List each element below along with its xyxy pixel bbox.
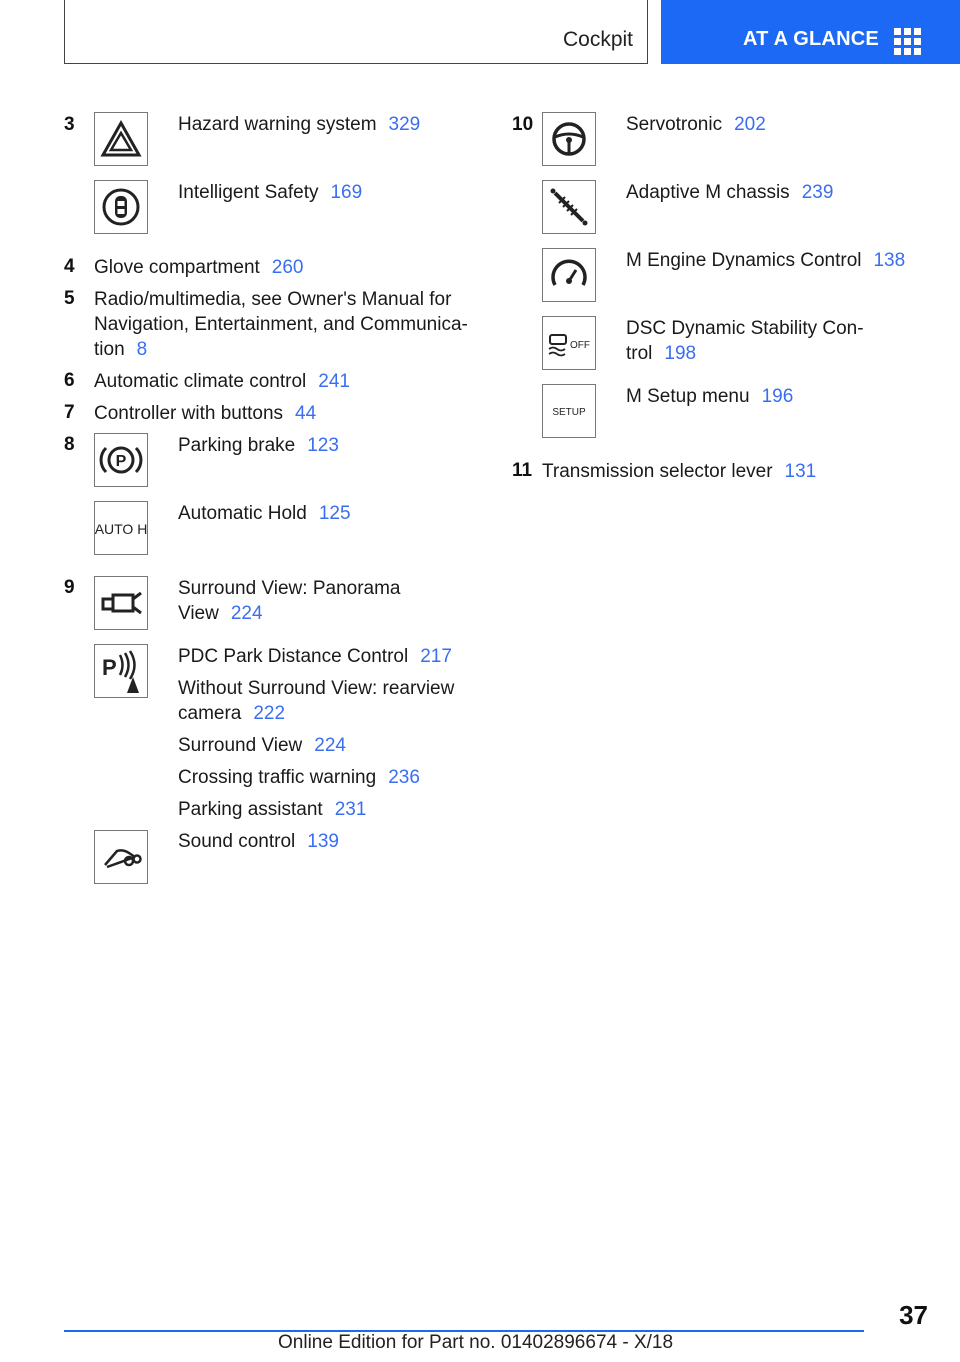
item-number: 5: [64, 288, 75, 309]
list-item: [94, 401, 316, 426]
sound-control-icon: [94, 830, 148, 884]
page-reference-link[interactable]: 138: [873, 250, 906, 271]
list-item: [178, 797, 366, 822]
item-label: Servotronic: [626, 114, 723, 135]
page-reference-link[interactable]: 169: [330, 182, 363, 203]
item-label: Crossing traffic warning: [178, 767, 377, 788]
list-item: [94, 255, 304, 280]
dsc-off-icon: [542, 316, 596, 370]
list-item: [178, 765, 420, 790]
list-item: [94, 369, 350, 394]
item-label-line: DSC Dynamic Stability Con-: [626, 318, 864, 339]
list-item: [626, 112, 766, 137]
header-section-title: Cockpit: [562, 28, 633, 51]
page-number: 37: [899, 1300, 928, 1330]
park-distance-control-icon: [94, 644, 148, 698]
list-item: [626, 180, 833, 205]
page-reference-link[interactable]: 222: [253, 703, 286, 724]
page-reference-link[interactable]: 239: [801, 182, 834, 203]
svg-text:P: P: [102, 655, 117, 680]
item-label: Parking assistant: [178, 799, 323, 820]
item-label: M Setup menu: [626, 386, 750, 407]
setup-icon-text: SETUP: [552, 407, 586, 418]
item-label-line: camera: [178, 703, 242, 724]
item-number: 4: [64, 256, 75, 277]
list-item: [178, 733, 346, 758]
parking-brake-icon: [94, 433, 148, 487]
auto-hold-icon-text: AUTO H: [95, 521, 147, 537]
steering-wheel-icon: [542, 112, 596, 166]
list-item: [178, 829, 339, 854]
page-reference-link[interactable]: 44: [295, 403, 317, 424]
item-label: Parking brake: [178, 435, 296, 456]
page-reference-link[interactable]: 217: [420, 646, 452, 667]
item-label: Transmission selector lever: [542, 461, 773, 482]
item-label: Automatic Hold: [178, 503, 307, 524]
item-number: 3: [64, 114, 75, 135]
header-chapter-tab[interactable]: [661, 0, 960, 64]
item-label: Hazard warning system: [178, 114, 377, 135]
list-item: [178, 676, 454, 726]
page-reference-link[interactable]: 198: [664, 343, 697, 364]
gauge-icon: [542, 248, 596, 302]
item-number: 7: [64, 402, 75, 423]
list-item: [178, 112, 420, 137]
page-reference-link[interactable]: 139: [307, 831, 339, 852]
item-label: Glove compartment: [94, 257, 260, 278]
list-item: [626, 248, 905, 273]
list-item: [178, 180, 362, 205]
item-number: 10: [512, 114, 534, 135]
item-number: 6: [64, 370, 75, 391]
list-item: [94, 287, 468, 362]
page-reference-link[interactable]: 125: [318, 503, 351, 524]
item-label: Automatic climate control: [94, 371, 307, 392]
list-item: [542, 459, 816, 484]
list-item: [626, 384, 793, 409]
item-label: PDC Park Distance Control: [178, 646, 409, 667]
item-label-line: Radio/multimedia, see Owner's Manual for: [94, 289, 452, 310]
page-reference-link[interactable]: 202: [734, 114, 766, 135]
page-reference-link[interactable]: 241: [318, 371, 350, 392]
item-label: M Engine Dynamics Control: [626, 250, 862, 271]
auto-hold-icon: [94, 501, 148, 555]
page-reference-link[interactable]: 329: [388, 114, 421, 135]
list-item: [178, 576, 401, 626]
header-section-box: [64, 0, 648, 64]
intelligent-safety-icon: [94, 180, 148, 234]
item-label-line: Without Surround View: rearview: [178, 678, 455, 699]
page-reference-link[interactable]: 224: [230, 603, 263, 624]
page-reference-link[interactable]: 196: [761, 386, 794, 407]
camera-view-icon: [94, 576, 148, 630]
setup-icon: [542, 384, 596, 438]
item-label-line: Navigation, Entertainment, and Communica-: [94, 314, 468, 335]
list-item: [178, 501, 351, 526]
page-reference-link[interactable]: 260: [271, 257, 304, 278]
item-label: Sound control: [178, 831, 296, 852]
page-reference-link[interactable]: 224: [314, 735, 346, 756]
svg-text:P: P: [115, 453, 127, 470]
item-label: Surround View: [178, 735, 303, 756]
page-reference-link[interactable]: 236: [388, 767, 420, 788]
item-label-line: Surround View: Panorama: [178, 578, 401, 599]
item-label-line: View: [178, 603, 219, 624]
item-label: Controller with buttons: [94, 403, 284, 424]
item-label-line: tion: [94, 339, 125, 360]
item-label: Adaptive M chassis: [626, 182, 790, 203]
hazard-warning-icon: [94, 112, 148, 166]
page-reference-link[interactable]: 231: [334, 799, 367, 820]
list-item: [178, 433, 339, 458]
footer-edition: Online Edition for Part no. 01402896674 - X/18: [278, 1332, 674, 1353]
header-chapter-title: AT A GLANCE: [743, 28, 879, 50]
item-number: 11: [512, 460, 533, 481]
page-reference-link[interactable]: 123: [307, 435, 339, 456]
page-reference-link[interactable]: 8: [136, 339, 148, 360]
list-item: [178, 644, 452, 669]
dsc-icon-text: OFF: [570, 340, 590, 351]
list-item: [626, 316, 864, 366]
item-number: 8: [64, 434, 75, 455]
grid-menu-icon[interactable]: [894, 28, 922, 56]
page-reference-link[interactable]: 131: [784, 461, 817, 482]
item-label-line: trol: [626, 343, 653, 364]
item-number: 9: [64, 577, 75, 598]
item-label: Intelligent Safety: [178, 182, 319, 203]
shock-absorber-icon: [542, 180, 596, 234]
